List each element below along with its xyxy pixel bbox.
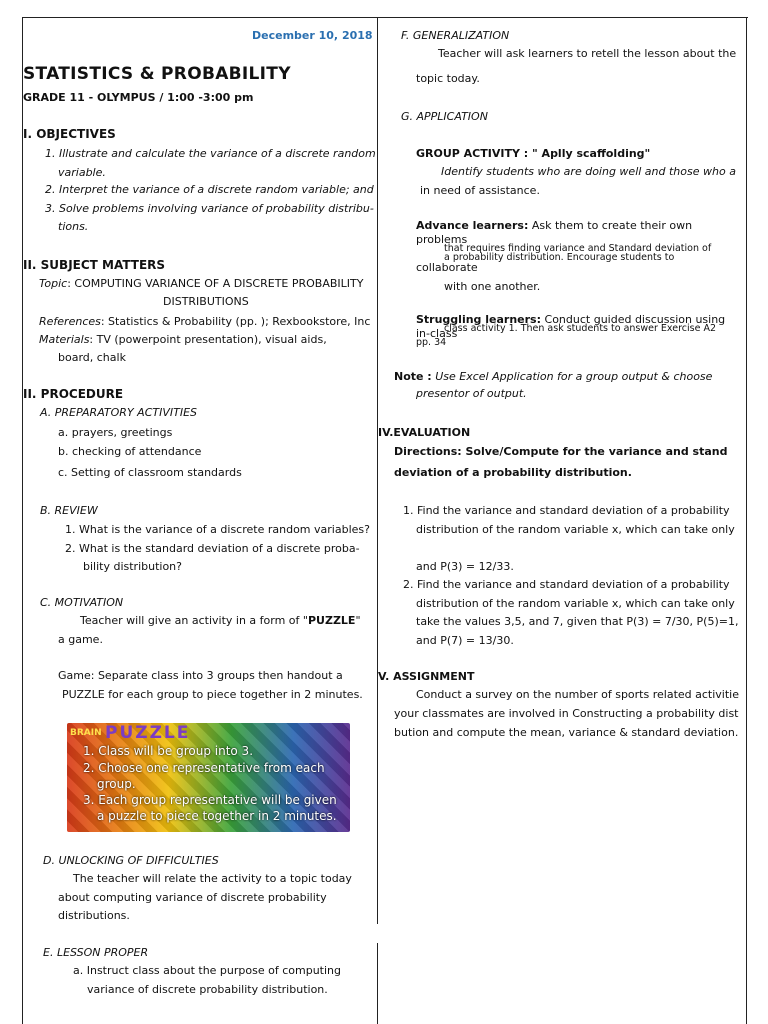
note-label: Note : <box>394 370 432 383</box>
references-line <box>39 315 370 328</box>
procedure-heading: II. PROCEDURE <box>23 387 124 401</box>
page-title: STATISTICS & PROBABILITY <box>23 64 291 84</box>
topic-label: Topic <box>39 277 68 290</box>
puzzle-title-word: PUZZLE <box>105 723 191 743</box>
grade-schedule: GRADE 11 - OLYMPUS / 1:00 -3:00 pm <box>23 91 254 104</box>
references-label: References <box>39 315 101 328</box>
struggling-overlap: class activity 1. Then ask students to answer Exercise A2 <box>444 323 716 334</box>
puzzle-line-4: 3. Each group representative will be given <box>83 793 337 807</box>
motivation-puzzle-word: PUZZLE <box>307 614 356 627</box>
right-column <box>378 0 768 1024</box>
review-heading: B. REVIEW <box>40 504 98 517</box>
objective-1: 1. Illustrate and calculate the variance of a discrete random <box>45 147 376 160</box>
directions-line-2: deviation of a probability distribution. <box>394 466 632 479</box>
materials-text-cont: board, chalk <box>58 351 126 364</box>
assignment-line-2: your classmates are involved in Constructing a probability dist <box>394 707 739 720</box>
unlocking-line-3: distributions. <box>58 909 130 922</box>
advance-learners-text: Ask them to create their own <box>528 219 693 232</box>
review-item-2-cont: bility distribution? <box>83 560 182 573</box>
materials-line <box>39 333 327 346</box>
eval-item-2-values: take the values 3,5, and 7, given that P(3) = 7/30, P(5)=1, <box>416 615 739 628</box>
prep-item-3: c. Setting of classroom standards <box>58 466 242 479</box>
eval-item-2-cont: distribution of the random variable x, which can take only <box>416 597 735 610</box>
prep-item-2: b. checking of attendance <box>58 445 202 458</box>
advance-learners-label: Advance learners: <box>416 219 529 232</box>
evaluation-heading: IV.EVALUATION <box>378 426 471 439</box>
advance-overlap-1: that requires finding variance and Standard deviation of <box>444 243 712 254</box>
assignment-heading: V. ASSIGNMENT <box>378 670 475 683</box>
motivation-text-b: " <box>355 614 361 627</box>
lesson-line-1: a. Instruct class about the purpose of computing <box>73 964 341 977</box>
unlocking-line-1: The teacher will relate the activity to a topic today <box>73 872 352 885</box>
subject-heading: II. SUBJECT MATTERS <box>23 258 166 272</box>
advance-overlap-2: a probability distribution. Encourage students to <box>444 252 675 263</box>
note-text-cont: presentor of output. <box>416 387 527 400</box>
note-line <box>394 370 712 383</box>
preparatory-heading: A. PREPARATORY ACTIVITIES <box>40 406 197 419</box>
group-activity: GROUP ACTIVITY : " Aplly scaffolding" <box>416 147 651 160</box>
objectives-heading: I. OBJECTIVES <box>23 127 116 141</box>
directions-line-1: Directions: Solve/Compute for the variance and stand <box>394 445 728 458</box>
brain-puzzle-image <box>67 723 350 832</box>
eval-item-1-end: and P(3) = 12/33. <box>416 560 514 573</box>
struggling-pp: pp. 34 <box>416 337 447 348</box>
eval-item-2-end: and P(7) = 13/30. <box>416 634 514 647</box>
objective-1-cont: variable. <box>58 166 106 179</box>
unlocking-line-2: about computing variance of discrete probability <box>58 891 327 904</box>
materials-label: Materials <box>39 333 90 346</box>
lesson-line-2: variance of discrete probability distribution. <box>87 983 328 996</box>
topic-text: : COMPUTING VARIANCE OF A DISCRETE PROBABILITY <box>67 277 364 290</box>
generalization-line-1: Teacher will ask learners to retell the lesson about the <box>438 47 737 60</box>
advance-another: with one another. <box>444 280 541 293</box>
motivation-line-2: a game. <box>58 633 103 646</box>
materials-text: : TV (powerpoint presentation), visual aids, <box>89 333 327 346</box>
topic-text-cont: DISTRIBUTIONS <box>163 295 249 308</box>
puzzle-line-1: 1. Class will be group into 3. <box>83 744 254 758</box>
application-heading: G. APPLICATION <box>401 110 488 123</box>
unlocking-heading: D. UNLOCKING OF DIFFICULTIES <box>43 854 219 867</box>
objective-3: 3. Solve problems involving variance of probability distribu- <box>45 202 374 215</box>
references-text: : Statistics & Probability (pp. ); Rexbookstore, Inc <box>100 315 371 328</box>
identify-line-2: in need of assistance. <box>420 184 540 197</box>
game-line-2: PUZZLE for each group to piece together in 2 minutes. <box>62 688 363 701</box>
generalization-line-2: topic today. <box>416 72 480 85</box>
generalization-heading: F. GENERALIZATION <box>401 29 510 42</box>
lesson-heading: E. LESSON PROPER <box>43 946 149 959</box>
struggling-learners-label: Struggling learners: <box>416 313 542 326</box>
advance-learners-line <box>416 219 692 232</box>
puzzle-line-3: group. <box>97 777 136 791</box>
objective-2: 2. Interpret the variance of a discrete random variable; and <box>45 183 374 196</box>
eval-item-1-cont: distribution of the random variable x, which can take only <box>416 523 735 536</box>
left-column <box>0 0 378 1024</box>
struggling-learners-text: Conduct guided discussion using <box>541 313 726 326</box>
review-item-1: 1. What is the variance of a discrete random variables? <box>65 523 370 536</box>
review-item-2: 2. What is the standard deviation of a discrete proba- <box>65 542 360 555</box>
advance-collaborate: collaborate <box>416 261 478 274</box>
puzzle-brain-label: BRAIN <box>70 728 102 738</box>
note-text: Use Excel Application for a group output & choose <box>431 370 713 383</box>
topic-line <box>39 277 363 290</box>
motivation-heading: C. MOTIVATION <box>40 596 124 609</box>
prep-item-1: a. prayers, greetings <box>58 426 173 439</box>
assignment-line-3: bution and compute the mean, variance & standard deviation. <box>394 726 739 739</box>
assignment-line-1: Conduct a survey on the number of sports related activitie <box>416 688 739 701</box>
game-line-1: Game: Separate class into 3 groups then handout a <box>58 669 343 682</box>
eval-item-2: 2. Find the variance and standard deviation of a probability <box>403 578 730 591</box>
puzzle-line-2: 2. Choose one representative from each <box>83 761 325 775</box>
advance-problems: problems <box>416 233 468 246</box>
motivation-line <box>80 614 361 627</box>
motivation-text-a: Teacher will give an activity in a form of " <box>80 614 308 627</box>
objective-3-cont: tions. <box>58 220 89 233</box>
struggling-inclass: in-class <box>416 327 458 340</box>
eval-item-1: 1. Find the variance and standard deviation of a probability <box>403 504 730 517</box>
identify-line-1: Identify students who are doing well and those who a <box>441 165 736 178</box>
lesson-date: December 10, 2018 <box>252 29 373 42</box>
puzzle-line-5: a puzzle to piece together in 2 minutes. <box>97 809 337 823</box>
